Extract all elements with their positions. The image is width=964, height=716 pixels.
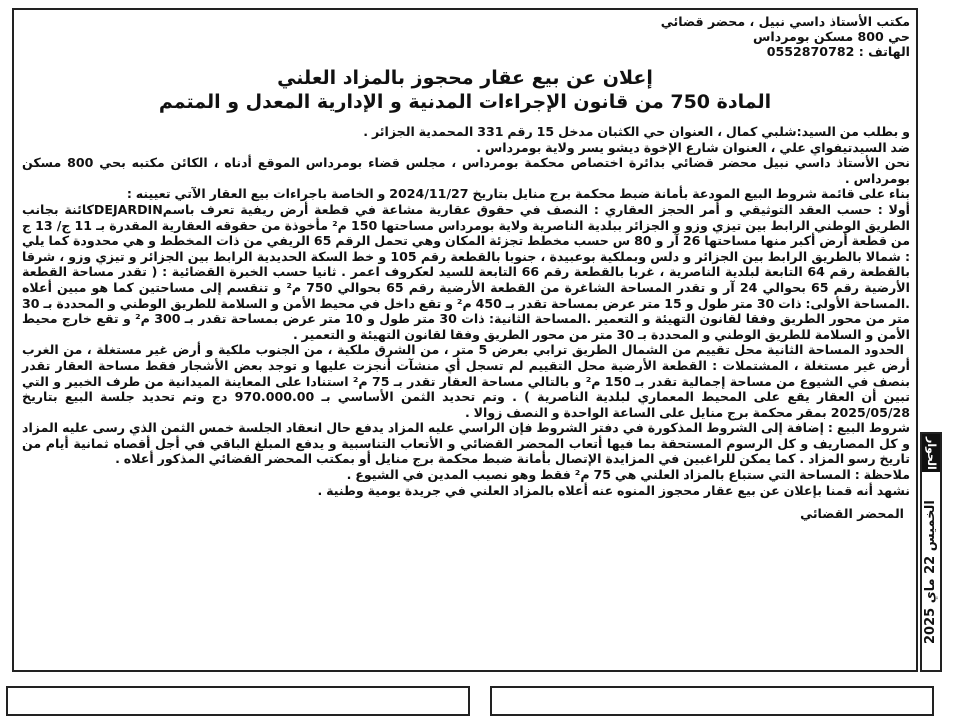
office-address: حي 800 مسكن بومرداس (753, 29, 910, 44)
notice-subtitle: المادة 750 من قانون الإجراءات المدنية و الإدارية المعدل و المتمم (158, 91, 772, 113)
paragraph-basis: بناء على قائمة شروط البيع المودعة بأمانة ضبط محكمة برج منايل بتاريخ 2024/11/27 و الخاصة باجراءات بيع العقار الآتي تعيينه : (126, 186, 910, 202)
next-notice-box-left (6, 686, 470, 716)
signature: المحضر القضائي (800, 506, 904, 522)
newspaper-logo: الحوار (922, 434, 940, 472)
office-name: مكتب الأستاذ داسي نبيل ، محضر قضائي (660, 14, 910, 29)
office-phone: الهاتف : 0552870782 (766, 44, 910, 59)
paragraph-sale-conditions: شروط البيع : إضافة إلى الشروط المذكورة في دفتر الشروط فإن الراسي عليه المزاد يدفع حال انعقاد الجلسة خمس الثمن الذي رسى عليه المزاد و كل المصاريف و كل الرسوم المستحقة بما فيها أتعاب المحضر القضائي و الأتعاب التناسبية و يدفع المبلغ الباقي في أجل أقصاه ثمانية أيام من تاريخ رسو المزاد . كما يمكن للراغبين في المزايدة الإتصال بأمانة ضبط محكمة برج منايل أو بمكتب المحضر القضائي المذكور أعلاه . (22, 420, 910, 467)
paragraph-requester: و بطلب من السيد:شلبي كمال ، العنوان حي الكثبان مدخل 15 رقم 331 المحمدية الجزائر . (363, 124, 910, 139)
paragraph-boundaries-price: الحدود المساحة الثانية محل تقييم من الشمال الطريق ترابي بعرض 5 متر ، من الشرق ملكية ، من الجنوب ملكية و أرض غير مستغلة ، من الغرب أرض غير مستغلة ، المشتملات : القطعة الأرضية محل التقييم لم تسجل أي منشآت أنجزت عليها و توجد بعض الأشجار فقط مساحة العقار تقدر بنصف في الشيوع من مساحة إجمالية تقدر بـ 150 م² و بالتالي مساحة العقار تقدر بـ 75 م² استنادا على المعاينة الميدانية من طرف الخبير و التي تبين أن العقار يقع على المحيط المعماري لبلدية الناصرية ) . وتم تحديد الثمن الأساسي بـ 970.000.00 دج وتم تحديد جلسة البيع بتاريخ 2025/05/28 بمقر محكمة برج منايل على الساعة الواحدة و النصف زوالا . (22, 342, 910, 420)
paragraph-property-description: أولا : حسب العقد التوثيقي و أمر الحجز العقاري : النصف في حقوق عقارية مشاعة في قطعة أرض ريفية تعرف باسمDEJARDINكائنة بجانب الطريق الوطني الرابط بين تيزي وزو و الجزائر ببلدية الناصرية ولاية بومرداس مساحتها 150 م² مأخوذة من حقوقه العقارية المقدرة بـ 11 ج/ 13 ج من قطعة أرض أكبر منها مساحتها 26 آر و 80 س حسب مخطط تجزئة المكان وهي تحمل الرقم 65 الريفي من ذات المخطط و هي محدودة كما يلي : شمالا بالطريق الرابط بين الجزائر و دلس وبملكية بوعبيدة ، جنوبا بالقطعة رقم 105 و خط السكة الحديدية الرابط بين الجزائر و تيزي وزو ، شرقا بالقطعة رقم 64 التابعة لبلدية الناصرية ، غربا بالقطعة رقم 66 التابعة للسيد لعكروف اعمر . ثانيا حسب الخبرة القضائية : ( تقدر مساحة القطعة الأرضية رقم 65 بحوالي 24 آر و تقدر المساحة الشاغرة من القطعة الأرضية رقم 65 بحوالي 750 م² و تنقسم إلى مساحتين كما هو مبين أعلاه .المساحة الأولى: ذات 30 متر طول و 15 متر عرض بمساحة تقدر بـ 450 م² و تقع داخل في محيط الأمن و السلامة للطريق الوطني و المحددة بـ 30 متر من محور الطريق وفقا لقانون التهيئة و التعمير .المساحة الثانية: ذات 30 متر طول و 10 متر عرض بمساحة تقدر بـ 300 م² و تقع خارج محيط الأمن و السلامة للطريق الوطني و المحددة بـ 30 متر من محور الطريق وفقا لقانون التهيئة و التعمير . (22, 201, 910, 342)
paragraph-bailiff: نحن الأستاذ داسي نبيل محضر قضائي بدائرة اختصاص محكمة بومرداس ، مجلس قضاء بومرداس الموقع أدناه ، الكائن مكتبه بحي 800 مسكن بومرداس . (22, 155, 910, 186)
legal-notice-frame (12, 8, 918, 672)
notice-body (22, 124, 910, 498)
legal-notice (20, 14, 910, 666)
paragraph-defendant: ضد السيدتيفواي علي ، العنوان شارع الإخوة ديشو يسر ولاية بومرداس . (476, 139, 910, 155)
next-notice-box-right (490, 686, 934, 716)
notice-header (20, 14, 910, 59)
notice-title: إعلان عن بيع عقار محجوز بالمزاد العلني (277, 67, 653, 89)
newspaper-side-strip (920, 432, 942, 672)
notice-titles (20, 66, 910, 114)
paragraph-note: ملاحظة : المساحة التي ستباع بالمزاد العلني هي 75 م² فقط وهو نصيب المدين في الشيوع . (346, 467, 910, 483)
issue-date: الخميس 22 ماي 2025 (923, 500, 938, 644)
paragraph-attestation: نشهد أنه قمنا بإعلان عن بيع عقار محجوز المنوه عنه أعلاه بالمزاد العلني في جريدة يومية وطنية . (317, 482, 910, 498)
